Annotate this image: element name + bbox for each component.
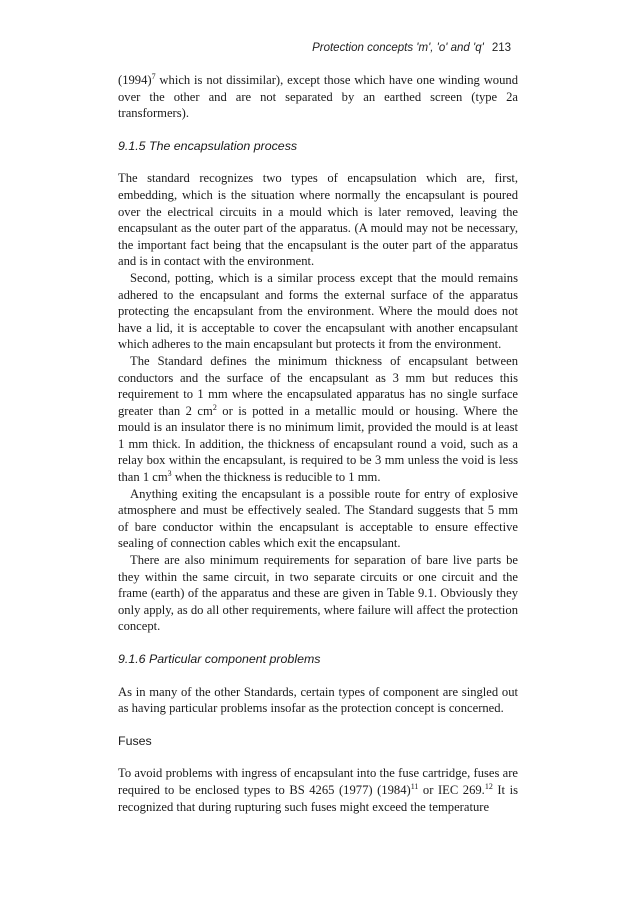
paragraph: Second, potting, which is a similar process except that the mould remains adhered to the encapsulant and forms the external surface of the apparatus protecting the encapsulant from the environment. Where the mould does not have a lid, it is acceptable to cover the encapsulant with another encapsulant which adheres to the main encapsulant but protects it from the environment. xyxy=(118,270,518,352)
paragraph: The Standard defines the minimum thickness of encapsulant between conductors and the surface of the encapsulant as 3 mm but reduces this requirement to 1 mm where the encapsulated apparatus has no single surface greater than 2 $cm^2$ or is potted in a metallic mould or housing. Where the mould is an insulator there is no minimum limit, provided the mould is at least 1 mm thick. In addition, the thickness of encapsulant round a void, such as a relay box within the encapsulant, is required to be 3 mm unless the void is less than 1 $cm^3$ when the thickness is reducible to 1 mm. xyxy=(118,353,519,485)
paragraph: There are also minimum requirements for separation of bare live parts be they within the same circuit, in two separate circuits or one circuit and the frame (earth) of the apparatus and these are given in Table 9.1. Obviously they only apply, as do all other requirements, where failure will affect the protection concept. xyxy=(118,553,518,634)
body-text xyxy=(118,72,518,815)
paragraph: To avoid problems with ingress of encapsulant into the fuse cartridge, fuses are required to be enclosed types to BS 4265 (1977) $(1984)^{11}$ or IEC 269.12 It is recognized that during rupturing such fuses might exceed the temperature xyxy=(118,766,519,814)
paragraph: As in many of the other Standards, certain types of component are singled out as having particular problems insofar as the protection concept is concerned. xyxy=(118,684,518,716)
section-heading-9-1-5: 9.1.5 The encapsulation process xyxy=(118,138,298,153)
running-title: Protection concepts 'm', 'o' and 'q' xyxy=(312,42,484,54)
intro-paragraph: $(1994)^7$ which is not dissimilar), except those which have one winding wound over the other and are not separated by an earthed screen (type 2a transformers). xyxy=(118,72,518,121)
paragraph: Anything exiting the encapsulant is a possible route for entry of explosive atmosphere and must be effectively sealed. The Standard suggests that 5 mm of bare conductor within the encapsulant is acceptable to ensure effective sealing of connection cables which exit the encapsulant. xyxy=(118,486,518,551)
ref-superscript: 7 xyxy=(151,72,156,81)
subheading-fuses: Fuses xyxy=(118,733,152,748)
paragraph: The standard recognizes two types of encapsulation which are, first, embedding, which is the situation where normally the encapsulant is poured over the electrical circuits in a mould which is later removed, leaving the encapsulant as the outer part of the apparatus. (A mould may not be necessary, the important fact being that the encapsulant is the outer part of the apparatus and is in contact with the environment. xyxy=(118,171,518,269)
running-header xyxy=(312,42,511,54)
page-number: 213 xyxy=(491,42,511,54)
section-heading-9-1-6: 9.1.6 Particular component problems xyxy=(118,652,321,666)
